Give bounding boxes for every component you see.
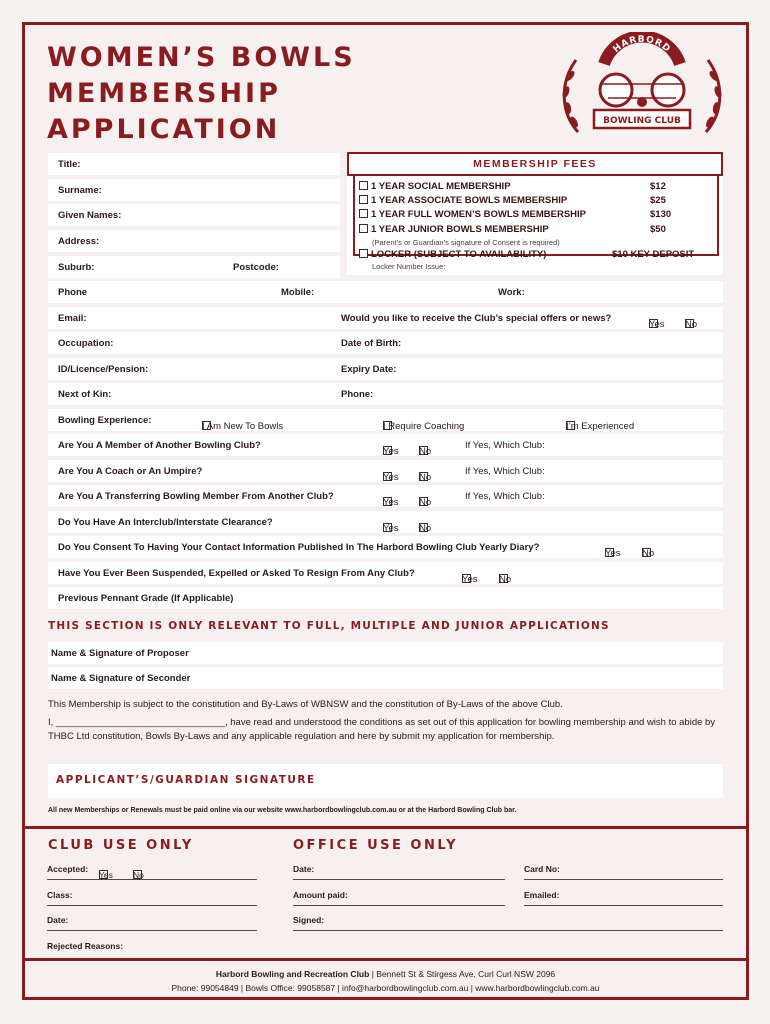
- fee-price: $12: [650, 181, 666, 192]
- club-use-heading: CLUB USE ONLY: [48, 838, 194, 853]
- field-label: Card No:: [524, 864, 560, 874]
- form-title: [47, 40, 356, 148]
- id-row[interactable]: [48, 358, 723, 380]
- payment-note: All new Memberships or Renewals must be paid online via our website www.harbordbowlingclub.com.au or at the Harbord Bowling Club bar.: [48, 807, 517, 814]
- fee-price: $50: [650, 224, 666, 235]
- class-field[interactable]: [47, 884, 257, 906]
- which-club-label: If Yes, Which Club:: [465, 491, 545, 502]
- pennant-row[interactable]: [48, 587, 723, 609]
- signature-heading: APPLICANT’S/GUARDIAN SIGNATURE: [56, 774, 316, 786]
- offers-question: Would you like to receive the Club’s special offers or news?: [341, 313, 612, 324]
- rejected-reasons-label: Rejected Reasons:: [47, 941, 124, 951]
- question-label: Do You Have An Interclub/Interstate Clearance?: [58, 517, 273, 528]
- experience-row: Bowling Experience: I Am New To Bowls I Require Coaching I’m Experienced: [48, 409, 723, 431]
- field-label: Emailed:: [524, 890, 560, 900]
- field-label: Date of Birth:: [341, 338, 402, 349]
- field-label: Occupation:: [58, 338, 114, 349]
- field-label: Class:: [47, 890, 73, 900]
- field-label: Name & Signature of Seconder: [51, 673, 191, 684]
- fee-option[interactable]: 1 YEAR ASSOCIATE BOWLS MEMBERSHIP: [359, 195, 567, 206]
- fee-option[interactable]: 1 YEAR FULL WOMEN’S BOWLS MEMBERSHIP: [359, 209, 586, 220]
- locker-option[interactable]: LOCKER (SUBJECT TO AVAILABILITY): [359, 249, 546, 260]
- fee-price: $25: [650, 195, 666, 206]
- field-label: Previous Pennant Grade (If Applicable): [58, 593, 234, 604]
- field-label: Title:: [58, 159, 81, 170]
- signature-field[interactable]: [48, 764, 723, 798]
- question-label: Are You A Transferring Bowling Member From Another Club?: [58, 491, 334, 502]
- field-label: Accepted:: [47, 864, 89, 874]
- accepted-field: Accepted: Yes No: [47, 858, 257, 880]
- checkbox[interactable]: [359, 209, 368, 218]
- club-date-field[interactable]: [47, 909, 257, 931]
- seconder-field[interactable]: [48, 667, 723, 689]
- proposer-field[interactable]: [48, 642, 723, 664]
- field-label: Name & Signature of Proposer: [51, 648, 189, 659]
- fee-price: $130: [650, 209, 672, 220]
- coach-row: Are You A Coach or An Umpire? Yes No If Yes, Which Club:: [48, 460, 723, 482]
- next-of-kin-row[interactable]: [48, 383, 723, 405]
- field-label: Postcode:: [233, 262, 279, 273]
- title-line: APPLICATION: [47, 114, 281, 145]
- question-label: Are You A Coach or An Umpire?: [58, 466, 203, 477]
- title-line: MEMBERSHIP: [47, 78, 281, 109]
- checkbox[interactable]: [359, 195, 368, 204]
- which-club-label: If Yes, Which Club:: [465, 466, 545, 477]
- given-names-field[interactable]: [48, 204, 340, 226]
- field-label: Expiry Date:: [341, 364, 397, 375]
- fee-option[interactable]: 1 YEAR SOCIAL MEMBERSHIP: [359, 181, 511, 192]
- question-label: Do You Consent To Having Your Contact Information Published In The Harbord Bowling Club Yearly Diary?: [58, 542, 540, 553]
- svg-text:HARBORD: HARBORD: [611, 34, 673, 55]
- terms-line: This Membership is subject to the constitution and By-Laws of WBNSW and the constitution of By-Laws of the above Club.: [48, 699, 563, 710]
- field-label: Signed:: [293, 915, 325, 925]
- fee-option[interactable]: 1 YEAR JUNIOR BOWLS MEMBERSHIP: [359, 224, 549, 235]
- surname-field[interactable]: [48, 179, 340, 201]
- address-field[interactable]: [48, 230, 340, 252]
- suburb-field[interactable]: [48, 256, 340, 278]
- amount-paid-field[interactable]: [293, 884, 505, 906]
- terms-declaration: I, ________________________________, have read and understood the conditions as set out of this application for bowling membership and wish to abide by THBC Ltd constitution, Bowls By-Laws and any applicable regulation and here by submit my application for membership.: [48, 717, 716, 742]
- question-label: Have You Ever Been Suspended, Expelled or Asked To Resign From Any Club?: [58, 568, 415, 579]
- checkbox[interactable]: [359, 181, 368, 190]
- field-label: Email:: [58, 313, 87, 324]
- consent-note: (Parent’s or Guardian’s signature of Consent is required): [372, 238, 560, 247]
- svg-text:BOWLING CLUB: BOWLING CLUB: [603, 116, 681, 126]
- club-name: Harbord Bowling and Recreation Club: [215, 969, 370, 979]
- field-label: Mobile:: [281, 287, 315, 298]
- transfer-row: Are You A Transferring Bowling Member From Another Club? Yes No If Yes, Which Club:: [48, 485, 723, 507]
- title-line: WOMEN’S BOWLS: [47, 42, 356, 73]
- full-applications-heading: THIS SECTION IS ONLY RELEVANT TO FULL, MULTIPLE AND JUNIOR APPLICATIONS: [48, 620, 610, 632]
- occupation-row[interactable]: [48, 332, 723, 354]
- consent-row: Do You Consent To Having Your Contact Information Published In The Harbord Bowling Club Yearly Diary? Yes No: [48, 536, 723, 558]
- field-label: Suburb:: [58, 262, 95, 273]
- club-address: | Bennett St & Stirgess Ave, Curl Curl NSW 2096: [371, 969, 556, 979]
- club-logo: [556, 32, 728, 150]
- field-label: ID/Licence/Pension:: [58, 364, 149, 375]
- field-label: Address:: [58, 236, 100, 247]
- member-other-row: Are You A Member of Another Bowling Club? Yes No If Yes, Which Club:: [48, 434, 723, 456]
- footer-address: [22, 967, 749, 981]
- email-row[interactable]: Email: Would you like to receive the Club’s special offers or news? Yes No: [48, 307, 723, 329]
- field-label: Given Names:: [58, 210, 122, 221]
- signed-field[interactable]: [293, 909, 723, 931]
- field-label: Phone:: [341, 389, 374, 400]
- office-use-heading: OFFICE USE ONLY: [293, 838, 459, 853]
- footer: [22, 958, 749, 1000]
- locker-number-label: Locker Number Issue:: [372, 262, 446, 271]
- checkbox[interactable]: [359, 249, 368, 258]
- suspended-row: Have You Ever Been Suspended, Expelled or Asked To Resign From Any Club? Yes No: [48, 562, 723, 584]
- question-label: Are You A Member of Another Bowling Club?: [58, 440, 261, 451]
- card-no-field[interactable]: [524, 858, 723, 880]
- field-label: Next of Kin:: [58, 389, 112, 400]
- which-club-label: If Yes, Which Club:: [465, 440, 545, 451]
- field-label: Bowling Experience:: [58, 415, 152, 426]
- fees-heading: MEMBERSHIP FEES: [347, 152, 723, 176]
- office-date-field[interactable]: [293, 858, 505, 880]
- field-label: Surname:: [58, 185, 102, 196]
- field-label: Phone: [58, 287, 88, 298]
- title-field[interactable]: [48, 153, 340, 175]
- footer-contact: Phone: 99054849 | Bowls Office: 99058587 | info@harbordbowlingclub.com.au | www.harbordbowlingclub.com.au: [171, 983, 600, 993]
- phone-row[interactable]: [48, 281, 723, 303]
- field-label: Date:: [293, 864, 315, 874]
- locker-price: $10 KEY DEPOSIT: [612, 249, 695, 260]
- membership-fees-box: [347, 152, 723, 275]
- field-label: Work:: [498, 287, 525, 298]
- emailed-field[interactable]: [524, 884, 723, 906]
- checkbox[interactable]: [359, 224, 368, 233]
- clearance-row: Do You Have An Interclub/Interstate Clearance? Yes No: [48, 511, 723, 533]
- field-label: Date:: [47, 915, 69, 925]
- field-label: Amount paid:: [293, 890, 348, 900]
